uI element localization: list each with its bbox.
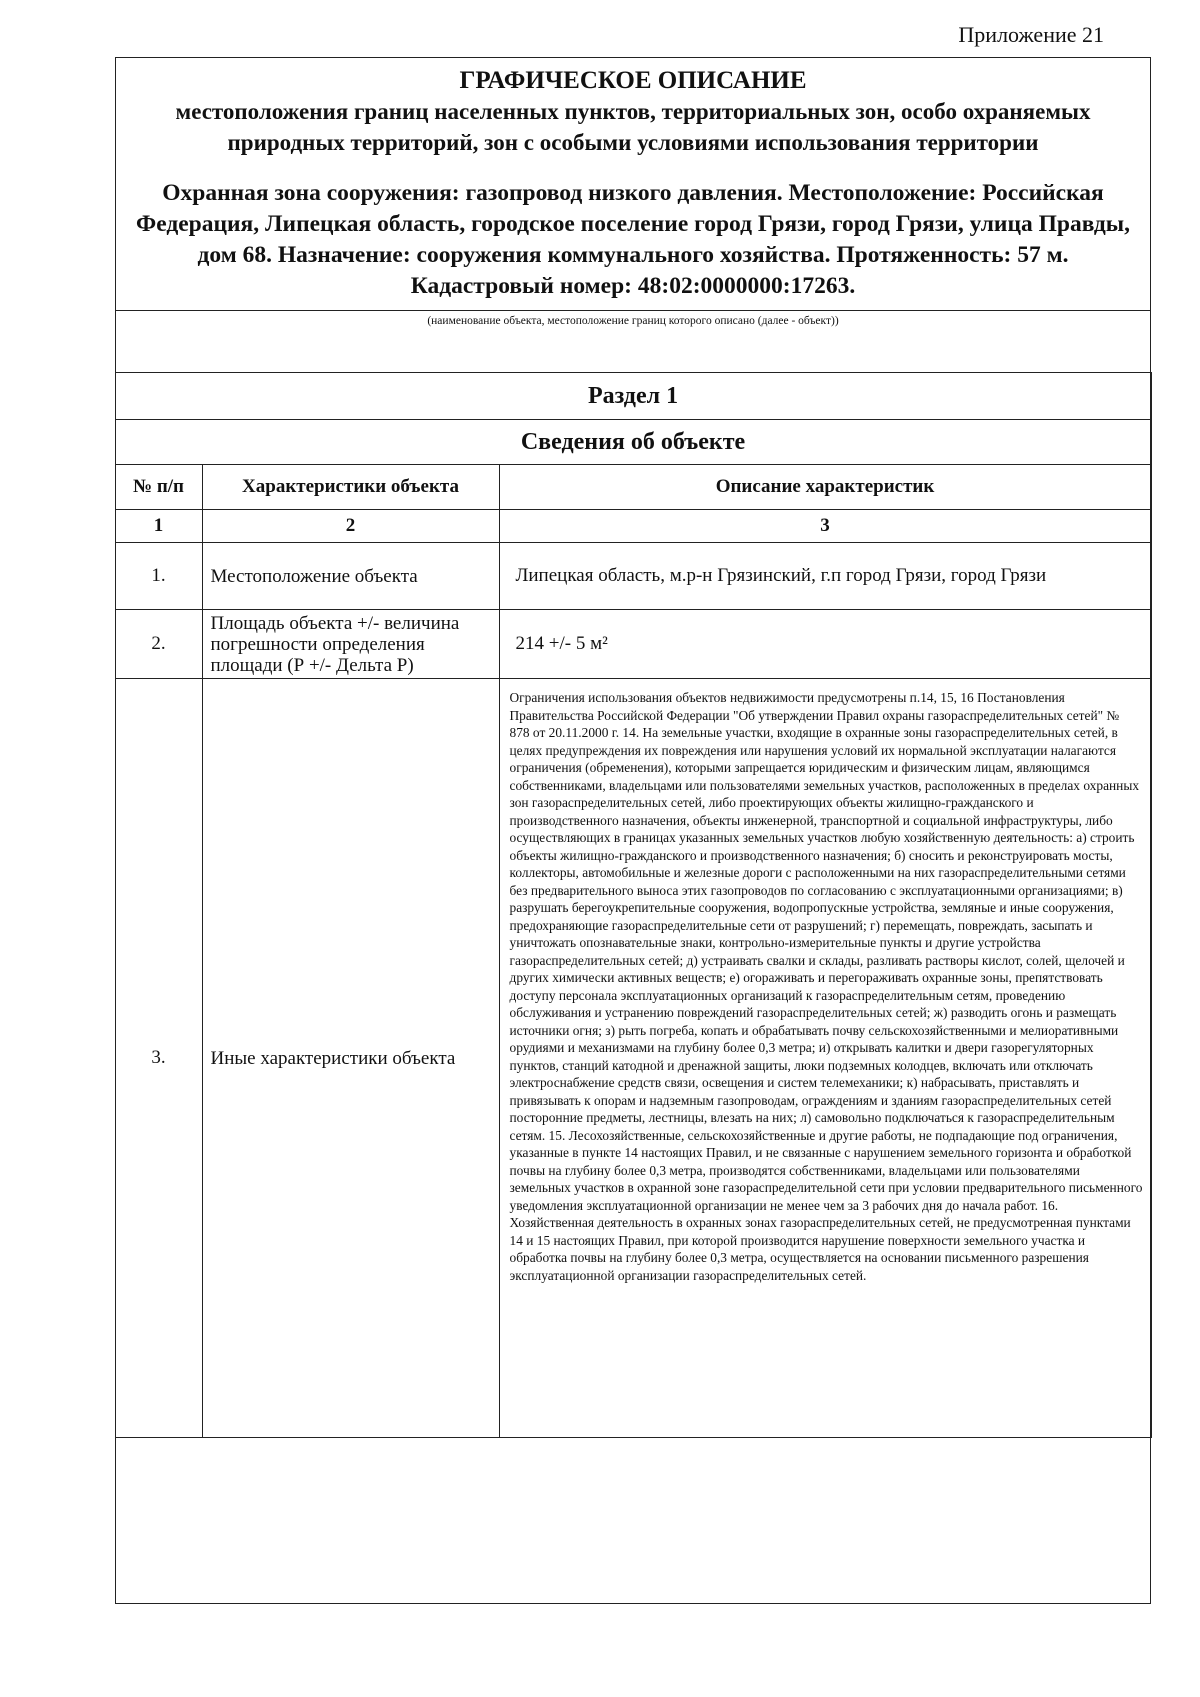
document-title: ГРАФИЧЕСКОЕ ОПИСАНИЕ bbox=[459, 67, 807, 94]
column-header: № п/п bbox=[115, 465, 202, 510]
object-description: Охранная зона сооружения: газопровод низкого давления. Местоположение: Российская Федерация, Липецкая область, городское поселение город Грязи, город Грязи, улица Правды, дом 68. Назначение: сооружения коммунального хозяйства. Протяженность: 57 м. Кадастровый номер: 48:02:0000000:17263. bbox=[136, 180, 1130, 299]
row-characteristic: Иные характеристики объекта bbox=[202, 679, 499, 1438]
document-header bbox=[116, 58, 1150, 338]
table-row bbox=[115, 610, 1151, 679]
column-header: Описание характеристик bbox=[499, 465, 1151, 510]
object-info-table bbox=[115, 372, 1152, 1438]
row-description: 214 +/- 5 м² bbox=[499, 610, 1151, 679]
table-header-row bbox=[115, 465, 1151, 510]
column-header: Характеристики объекта bbox=[202, 465, 499, 510]
document-subtitle: местоположения границ населенных пунктов, территориальных зон, особо охраняемых природных территорий, зон с особыми условиями использования территории bbox=[175, 99, 1091, 155]
section-subtitle: Сведения об объекте bbox=[115, 420, 1151, 465]
row-number: 2. bbox=[115, 610, 202, 679]
column-number: 1 bbox=[115, 510, 202, 543]
object-caption: (наименование объекта, местоположение границ которого описано (далее - объект)) bbox=[116, 310, 1150, 338]
row-characteristic: Площадь объекта +/- величина погрешности определения площади (Р +/- Дельта Р) bbox=[202, 610, 499, 679]
section-title: Раздел 1 bbox=[115, 373, 1151, 420]
appendix-label: Приложение 21 bbox=[958, 22, 1104, 47]
column-number: 2 bbox=[202, 510, 499, 543]
column-number: 3 bbox=[499, 510, 1151, 543]
row-characteristic: Местоположение объекта bbox=[202, 543, 499, 610]
row-description: Липецкая область, м.р-н Грязинский, г.п город Грязи, город Грязи bbox=[499, 543, 1151, 610]
table-row bbox=[115, 679, 1151, 1438]
row-number: 1. bbox=[115, 543, 202, 610]
column-number-row bbox=[115, 510, 1151, 543]
document-frame bbox=[115, 57, 1151, 1604]
table-row bbox=[115, 543, 1151, 610]
row-description: Ограничения использования объектов недвижимости предусмотрены п.14, 15, 16 Постановления Правительства Российской Федерации "Об утверждении Правил охраны газораспределительных сетей" № 878 от 20.11.2000 г. 14. На земельные участки, входящие в охранные зоны газораспределительных сетей, в целях предупреждения их повреждения или нарушения условий их нормальной эксплуатации налагаются ограничения (обременения), которыми запрещается юридическим и физическим лицам, являющимся собственниками, владельцами или пользователями земельных участков, расположенных в пределах охранных зон газораспределительных сетей, либо проектирующих объекты жилищно-гражданского и производственного назначения, объекты инженерной, транспортной и социальной инфраструктуры, либо осуществляющих в границах указанных земельных участков любую хозяйственную деятельность: а) строить объекты жилищно-гражданского и производственного назначения; б) сносить и реконструировать мосты, коллекторы, автомобильные и железные дороги с расположенными на них газораспределительными сетями без предварительного выноса этих газопроводов по согласованию с эксплуатационными организациями; в) разрушать берегоукрепительные сооружения, водопропускные устройства, земляные и иные сооружения, предохраняющие газораспределительные сети от разрушений; г) перемещать, повреждать, засыпать и уничтожать опознавательные знаки, контрольно-измерительные пункты и другие устройства газораспределительных сетей; д) устраивать свалки и склады, разливать растворы кислот, солей, щелочей и других химически активных веществ; е) огораживать и перегораживать охранные зоны, препятствовать доступу персонала эксплуатационных организаций к газораспределительным сетям, проведению обслуживания и устранению повреждений газораспределительных сетей; ж) разводить огонь и размещать источники огня; з) рыть погреба, копать и обрабатывать почву сельскохозяйственными и мелиоративными орудиями и механизмами на глубину более 0,3 метра; и) открывать калитки и двери газорегуляторных пунктов, станций катодной и дренажной защиты, люки подземных колодцев, включать или отключать электроснабжение средств связи, освещения и систем телемеханики; к) набрасывать, приставлять и привязывать к опорам и надземным газопроводам, ограждениям и зданиям газораспределительных сетей посторонние предметы, лестницы, влезать на них; л) самовольно подключаться к газораспределительным сетям. 15. Лесохозяйственные, сельскохозяйственные и другие работы, не подпадающие под ограничения, указанные в пункте 14 настоящих Правил, и не связанные с нарушением земельного горизонта и обработкой почвы на глубину более 0,3 метра, производятся собственниками, владельцами или пользователями земельных участков в охранной зоне газораспределительной сети при условии предварительного письменного уведомления эксплуатационной организации не менее чем за 3 рабочих дня до начала работ. 16. Хозяйственная деятельность в охранных зонах газораспределительных сетей, не предусмотренная пунктами 14 и 15 настоящих Правил, при которой производится нарушение поверхности земельного участка и обработка почвы на глубину более 0,3 метра, осуществляется на основании письменного разрешения эксплуатационной организации газораспределительных сетей. bbox=[499, 679, 1151, 1438]
row-number: 3. bbox=[115, 679, 202, 1438]
